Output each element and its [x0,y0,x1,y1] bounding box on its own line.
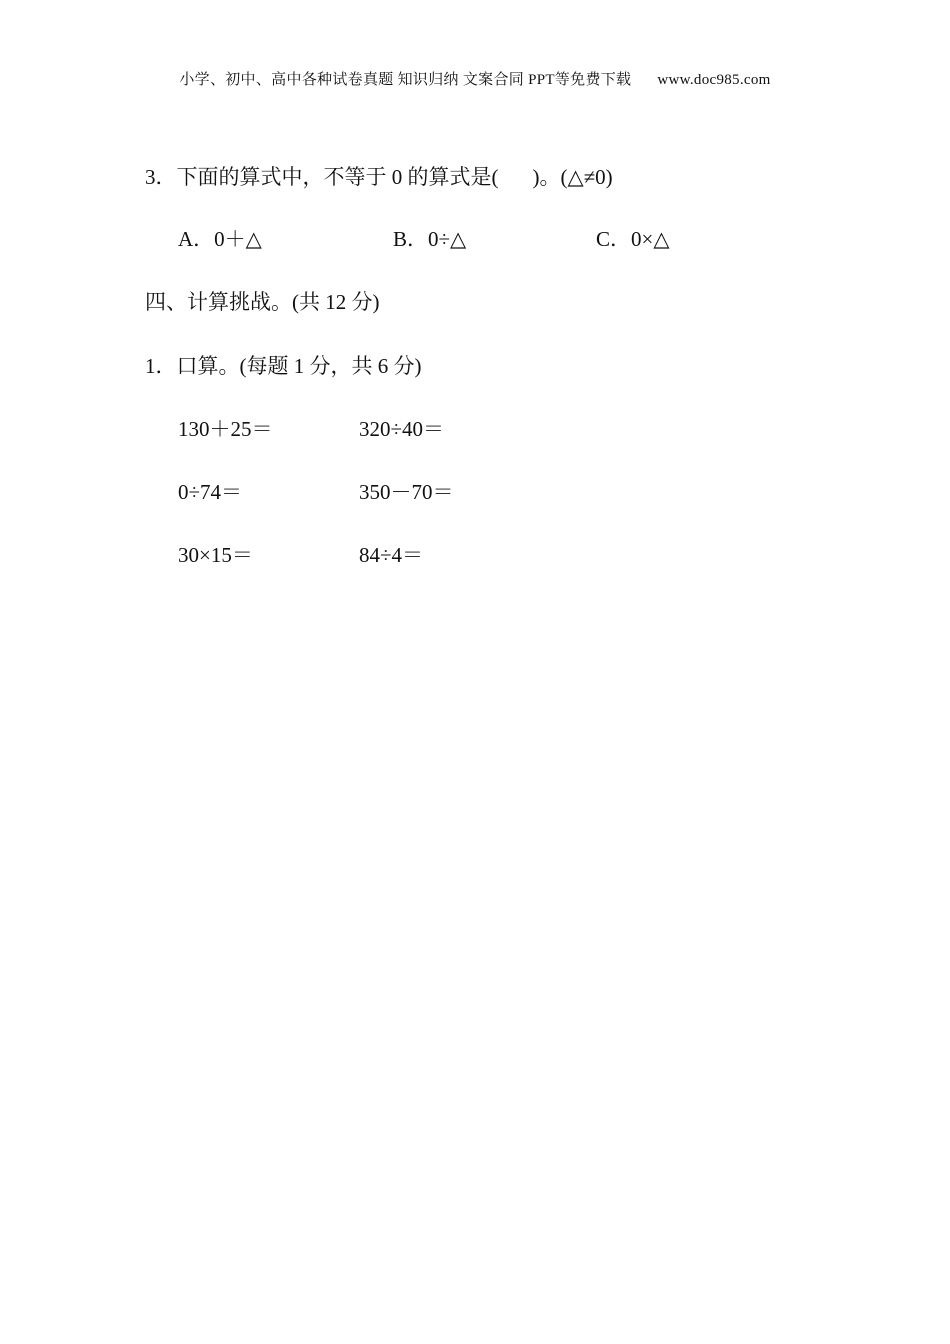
calc-item: 350－70＝ [359,480,454,504]
question-3 [145,167,613,188]
option-b: B．0÷△ [393,227,467,251]
question-3-suffix: )。(△≠0) [532,165,613,189]
calc-item: 0÷74＝ [178,480,243,504]
question-1-title: 1．口算。(每题 1 分，共 6 分) [145,354,422,378]
calc-item: 320÷40＝ [359,417,445,441]
section-4-title: 四、计算挑战。(共 12 分) [145,290,380,314]
calc-item: 84÷4＝ [359,543,424,567]
option-a: A．0＋△ [178,227,262,251]
calc-item: 30×15＝ [178,543,253,567]
calc-item: 130＋25＝ [178,417,273,441]
header-text: 小学、初中、高中各种试卷真题 知识归纳 文案合同 PPT等免费下载 [179,72,632,88]
option-c: C．0×△ [596,227,670,251]
question-3-prefix: 3．下面的算式中，不等于 0 的算式是( [145,165,499,189]
page-header [0,68,950,89]
header-site-url: www.doc985.com [657,72,771,88]
